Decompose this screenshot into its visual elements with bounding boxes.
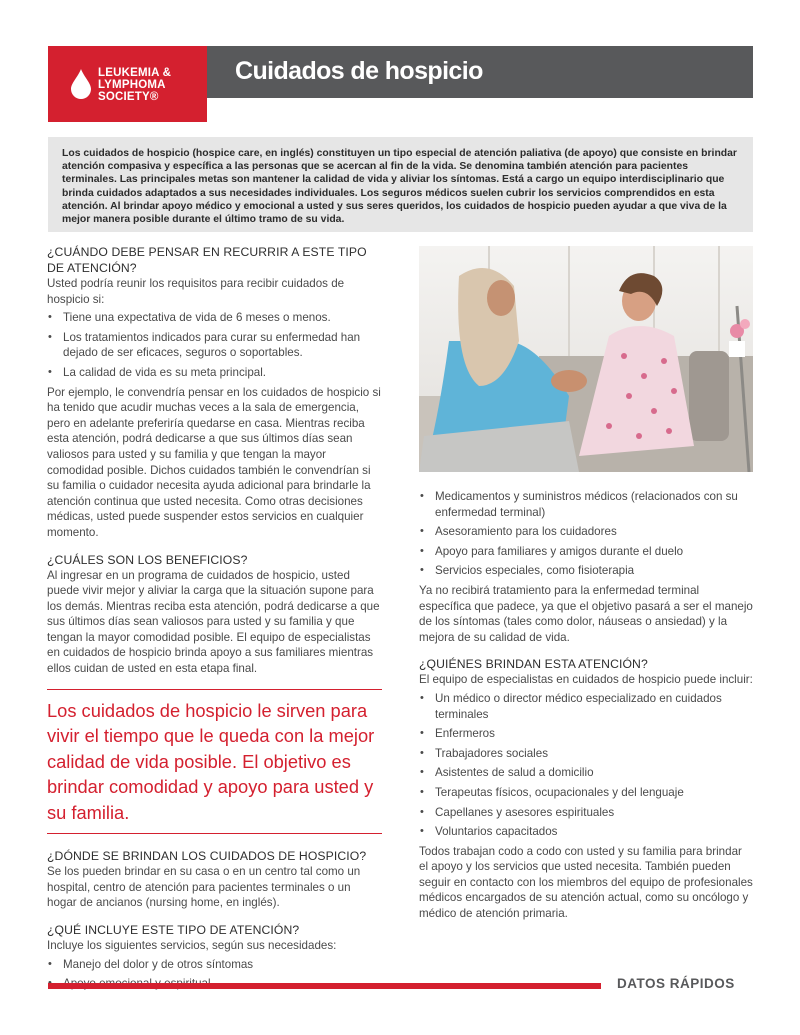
includes-lead: Incluye los siguientes servicios, según sus necesidades: [47, 938, 337, 952]
list-item: • Voluntarios capacitados [419, 824, 753, 840]
who-lead: El equipo de especialistas en cuidados de hospicio puede incluir: [419, 673, 753, 687]
list-item: • Asesoramiento para los cuidadores [419, 524, 753, 540]
includes-list-2 [419, 489, 753, 579]
footer-label: DATOS RÁPIDOS [617, 976, 735, 991]
when-lead: Usted podría reunir los requisitos para recibir cuidados de hospicio si: [47, 277, 345, 306]
includes-body: Ya no recibirá tratamiento para la enfermedad terminal específica que padece, ya que el objetivo pasará a ser el manejo de los síntomas (tales como dolor, náuseas o ansiedad) y la mejora de su calidad de vida. [419, 583, 753, 644]
caregiver-photo [419, 246, 753, 472]
brand-name [98, 67, 171, 103]
list-item: • Medicamentos y suministros médicos (relacionados con su enfermedad terminal) [419, 489, 753, 520]
brand-line-2: LYMPHOMA [98, 79, 166, 91]
pull-quote [47, 689, 382, 835]
list-item: • Los tratamientos indicados para curar su enfermedad han dejado de ser eficaces, seguros o soportables. [47, 330, 382, 361]
list-item: • Servicios especiales, como fisioterapia [419, 563, 753, 579]
when-list [47, 310, 382, 380]
pull-quote-text: Los cuidados de hospicio le sirven para vivir el tiempo que le queda con la mejor calidad de vida posible. El objetivo es brindar comodidad y apoyo para usted y su familia. [47, 699, 375, 823]
brand-logo [48, 46, 207, 122]
list-item: • Capellanes y asesores espirituales [419, 805, 753, 821]
when-body: Por ejemplo, le convendría pensar en los cuidados de hospicio si ha tenido que acudir muchas veces a la sala de emergencia, pero en adelante preferiría quedarse en casa. Mientras reciba esta atención, podrá dedicarse a que sus últimos días sean valiosos para usted y su familia y que tengan la mayor comodidad posible. Dichos cuidados también le convendrían si su familia o cuidador necesita ayuda adicional para brindarle la atención continua que usted necesita. Como otras decisiones médicas, usted puede suspender estos servicios en cualquier momento. [47, 385, 381, 539]
brand-line-3: SOCIETY® [98, 91, 159, 103]
list-item: • Asistentes de salud a domicilio [419, 765, 753, 781]
who-list [419, 691, 753, 840]
who-heading: ¿QUIÉNES BRINDAN ESTA ATENCIÓN? [419, 657, 648, 672]
intro-box [48, 137, 753, 232]
benefits-heading: ¿CUÁLES SON LOS BENEFICIOS? [47, 552, 248, 567]
who-body: Todos trabajan codo a codo con usted y su familia para brindar el apoyo y los servicios que usted necesita. También pueden seguir en contacto con los miembros del equipo de profesionales médicos encargados de su atención actual, como su oncólogo y médico de atención primaria. [419, 844, 753, 921]
brand-line-1: LEUKEMIA & [98, 67, 172, 79]
where-heading: ¿DÓNDE SE BRINDAN LOS CUIDADOS DE HOSPICIO? [47, 849, 367, 864]
where-body: Se los pueden brindar en su casa o en un centro tal como un hospital, centro de atención para pacientes terminales o un hogar de ancianos (nursing home, en inglés). [47, 865, 361, 910]
list-item: • Trabajadores sociales [419, 746, 753, 762]
list-item: • Manejo del dolor y de otros síntomas [47, 957, 382, 973]
footer-bar [48, 983, 601, 989]
benefits-body: Al ingresar en un programa de cuidados de hospicio, usted puede vivir mejor y aliviar la carga que la situación supone para los demás. Mientras reciba esta atención, podrá dedicarse a que sus últimos días sean valiosos para usted y su familia y que tengan la mayor comodidad posible. El equipo de especialistas en cuidados de hospicio brinda apoyo a sus familiares mientras ellos cuidan de usted en esta etapa final. [47, 568, 380, 676]
list-item: • Tiene una expectativa de vida de 6 meses o menos. [47, 310, 382, 326]
list-item: • Enfermeros [419, 726, 753, 742]
list-item: • Apoyo para familiares y amigos durante el duelo [419, 544, 753, 560]
intro-text: Los cuidados de hospicio (hospice care, en inglés) constituyen un tipo especial de atención paliativa (de apoyo) que consiste en brindar atención compasiva y específica a las personas que se acercan al fin de la vida. Se denomina también atención para pacientes terminales. Las principales metas son mantener la calidad de vida y aliviar los síntomas. Está a cargo un equipo interdisciplinario que brinda cuidados adaptados a sus necesidades individuales. Los seguros médicos suelen cubrir los servicios comprendidos en esta atención. Al brindar apoyo médico y emocional a usted y sus seres queridos, los cuidados de hospicio pueden ayudar a que viva de la mejor manera posible durante el último tramo de su vida. [62, 148, 737, 226]
includes-heading: ¿QUÉ INCLUYE ESTE TIPO DE ATENCIÓN? [47, 922, 300, 937]
list-item: • Un médico o director médico especializado en cuidados terminales [419, 691, 753, 722]
title-bar [207, 46, 753, 98]
left-column [47, 244, 382, 996]
blood-drop-icon [70, 68, 92, 100]
list-item: • Terapeutas físicos, ocupacionales y del lenguaje [419, 785, 753, 801]
when-heading: ¿CUÁNDO DEBE PENSAR EN RECURRIR A ESTE TIPO DE ATENCIÓN? [47, 245, 367, 275]
page-title: Cuidados de hospicio [235, 57, 483, 85]
right-column [419, 489, 753, 922]
list-item: • La calidad de vida es su meta principal. [47, 365, 382, 381]
